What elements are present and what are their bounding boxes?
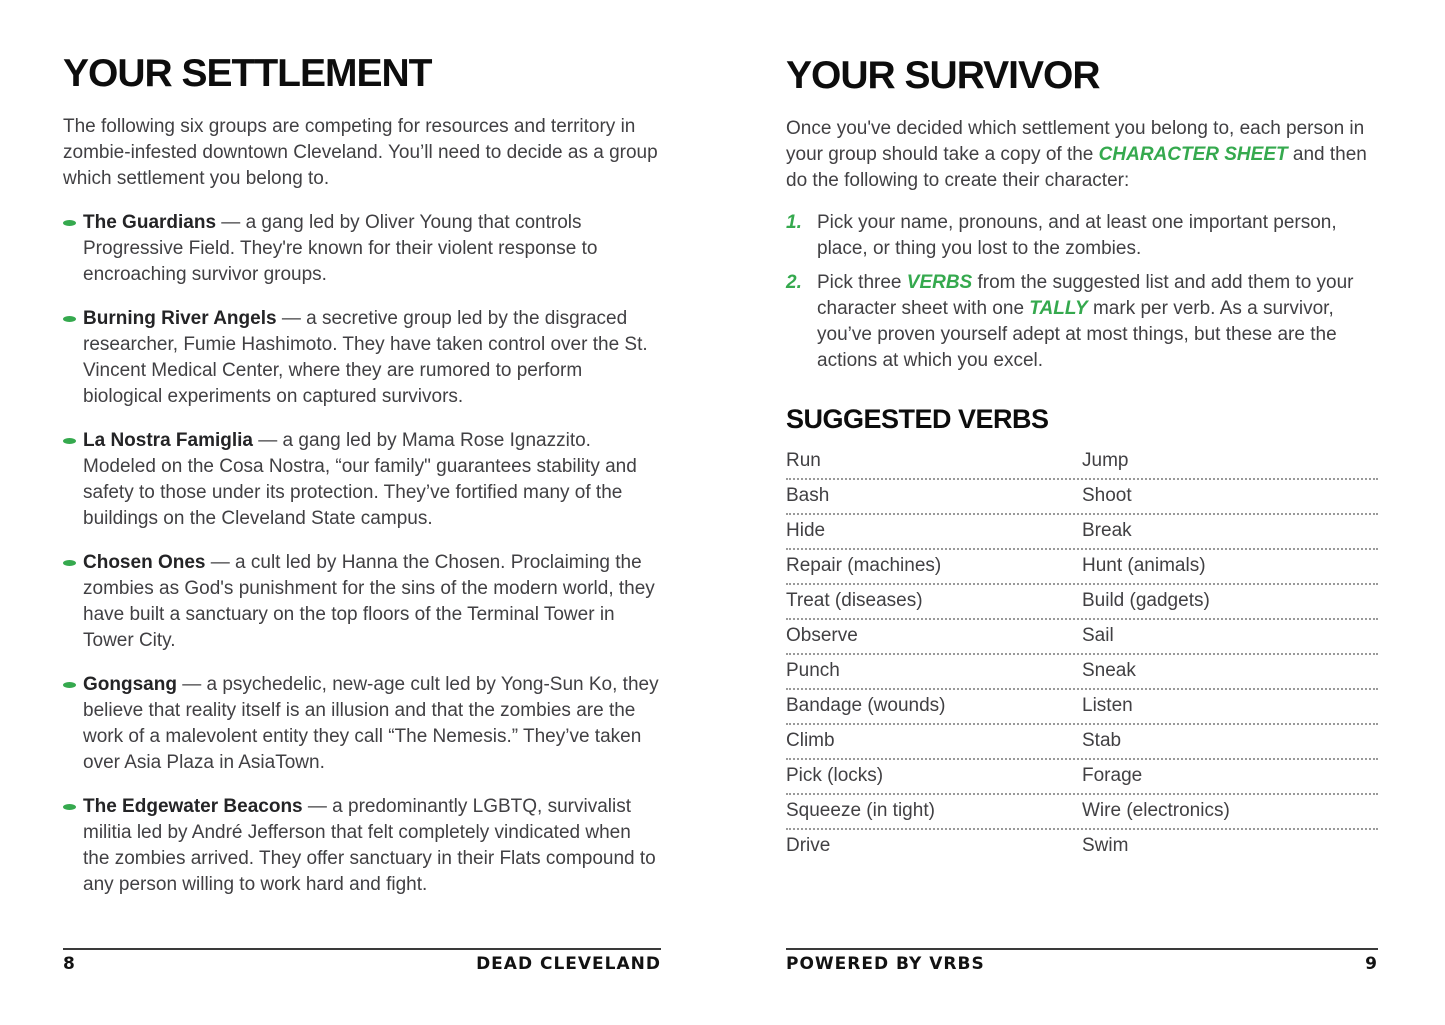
- list-item: [786, 210, 1378, 262]
- table-row: [786, 795, 1378, 830]
- list-item: [63, 794, 661, 898]
- step-text-post: mark per verb. As a survivor, you’ve proven yourself adept at most things, but these are the actions at which you excel.: [817, 298, 1337, 371]
- table-row: [786, 725, 1378, 760]
- verb-cell: Climb: [786, 730, 835, 751]
- group-text: [83, 794, 661, 898]
- verb-cell: Sail: [1082, 625, 1114, 646]
- suggested-verbs-title: SUGGESTED VERBS: [786, 404, 1049, 434]
- verb-cell: Shoot: [1082, 485, 1132, 506]
- survivor-intro: [786, 116, 1378, 194]
- intro-pre: Once you've decided which settlement you belong to, each person in your group should take a copy of the: [786, 118, 1365, 165]
- bullet-icon: [63, 804, 76, 810]
- page-number: 8: [63, 954, 76, 974]
- list-item: [63, 210, 661, 288]
- survivor-step-list: [786, 210, 1378, 374]
- list-item: [63, 428, 661, 532]
- verb-cell: Treat (diseases): [786, 590, 923, 611]
- step-text-pre: Pick your name, pronouns, and at least one important person, place, or thing you lost to the zombies.: [817, 212, 1337, 259]
- group-name: The Edgewater Beacons: [83, 796, 303, 817]
- powered-by-label: POWERED BY VRBS: [786, 954, 985, 974]
- group-text: [83, 672, 661, 776]
- verb-cell: Pick (locks): [786, 765, 884, 786]
- settlement-intro: The following six groups are competing for resources and territory in zombie-infested downtown Cleveland. You’ll need to decide as a group which settlement you belong to.: [63, 116, 658, 189]
- verb-cell: Repair (machines): [786, 555, 942, 576]
- book-title: DEAD CLEVELAND: [476, 954, 661, 974]
- table-row: [786, 655, 1378, 690]
- group-text: [83, 550, 661, 654]
- group-text: [83, 210, 661, 288]
- verb-cell: Build (gadgets): [1082, 590, 1210, 611]
- verbs-highlight: VERBS: [906, 272, 973, 293]
- verb-cell: Sneak: [1082, 660, 1136, 681]
- bullet-icon: [63, 438, 76, 444]
- group-name: The Guardians: [83, 212, 217, 233]
- group-name: Chosen Ones: [83, 552, 206, 573]
- verb-cell: Observe: [786, 625, 858, 646]
- group-text: [83, 428, 661, 532]
- bullet-icon: [63, 220, 76, 226]
- verb-cell: Bash: [786, 485, 830, 506]
- tally-highlight: TALLY: [1029, 298, 1088, 319]
- table-row: [786, 690, 1378, 725]
- group-description: — a psychedelic, new-age cult led by Yong-Sun Ko, they believe that reality itself is an illusion and that the zombies are the work of a malevolent entity they call “The Nemesis.” They’ve taken over Asia Plaza in AsiaTown.: [83, 674, 659, 773]
- step-text-mid: from the suggested list and add them to your character sheet with one: [817, 272, 1354, 319]
- group-description: — a secretive group led by the disgraced researcher, Fumie Hashimoto. They have taken control over the St. Vincent Medical Center, where they are rumored to perform biological experiments on captured survivors.: [83, 308, 648, 407]
- step-text: [817, 270, 1378, 374]
- verb-cell: Stab: [1082, 730, 1122, 751]
- verb-cell: Punch: [786, 660, 840, 681]
- table-row: [786, 760, 1378, 795]
- character-sheet-highlight: CHARACTER SHEET: [1098, 144, 1288, 165]
- group-description: — a gang led by Oliver Young that controls Progressive Field. They're known for their violent response to encroaching survivor groups.: [83, 212, 598, 285]
- verb-cell: Wire (electronics): [1082, 800, 1230, 821]
- verb-cell: Squeeze (in tight): [786, 800, 935, 821]
- table-row: [786, 830, 1378, 863]
- page-number: 9: [1365, 954, 1378, 974]
- group-name: La Nostra Famiglia: [83, 430, 253, 451]
- bullet-icon: [63, 316, 76, 322]
- bullet-icon: [63, 560, 76, 566]
- footer-right: [786, 948, 1378, 974]
- step-text-pre: Pick three: [817, 272, 907, 293]
- verb-cell: Forage: [1082, 765, 1143, 786]
- step-number: 2.: [786, 272, 802, 293]
- verb-cell: Swim: [1082, 835, 1129, 856]
- verb-cell: Drive: [786, 835, 831, 856]
- group-text: [83, 306, 661, 410]
- verbs-table: [786, 445, 1378, 863]
- group-name: Burning River Angels: [83, 308, 277, 329]
- list-item: [63, 306, 661, 410]
- group-description: — a cult led by Hanna the Chosen. Proclaiming the zombies as God's punishment for the sins of the modern world, they have built a sanctuary on the top floors of the Terminal Tower in Tower City.: [83, 552, 655, 651]
- group-name: Gongsang: [83, 674, 177, 695]
- bullet-icon: [63, 682, 76, 688]
- step-text: [817, 210, 1378, 262]
- group-description: — a predominantly LGBTQ, survivalist militia led by André Jefferson that felt completely vindicated when the zombies arrived. They offer sanctuary in their Flats compound to any person willing to work hard and fight.: [83, 796, 656, 895]
- survivor-title: YOUR SURVIVOR: [786, 54, 1100, 97]
- verb-cell: Run: [786, 450, 821, 471]
- settlement-group-list: [63, 210, 661, 898]
- table-row: [786, 585, 1378, 620]
- page-right: [786, 0, 1378, 1025]
- step-number: 1.: [786, 212, 802, 233]
- page-left: [63, 0, 661, 1025]
- verb-cell: Hide: [786, 520, 826, 541]
- verb-cell: Bandage (wounds): [786, 695, 946, 716]
- table-row: [786, 480, 1378, 515]
- table-row: [786, 445, 1378, 480]
- list-item: [63, 550, 661, 654]
- group-description: — a gang led by Mama Rose Ignazzito. Modeled on the Cosa Nostra, “our family" guarantees stability and safety to those under its protection. They’ve fortified many of the buildings on the Cleveland State campus.: [83, 430, 637, 529]
- footer-left: [63, 948, 661, 974]
- list-item: [786, 270, 1378, 374]
- intro-post: and then do the following to create their character:: [786, 144, 1367, 191]
- table-row: [786, 550, 1378, 585]
- table-row: [786, 620, 1378, 655]
- settlement-title: YOUR SETTLEMENT: [63, 52, 432, 95]
- verb-cell: Hunt (animals): [1082, 555, 1206, 576]
- verb-cell: Jump: [1082, 450, 1129, 471]
- verb-cell: Break: [1082, 520, 1132, 541]
- verb-cell: Listen: [1082, 695, 1133, 716]
- list-item: [63, 672, 661, 776]
- table-row: [786, 515, 1378, 550]
